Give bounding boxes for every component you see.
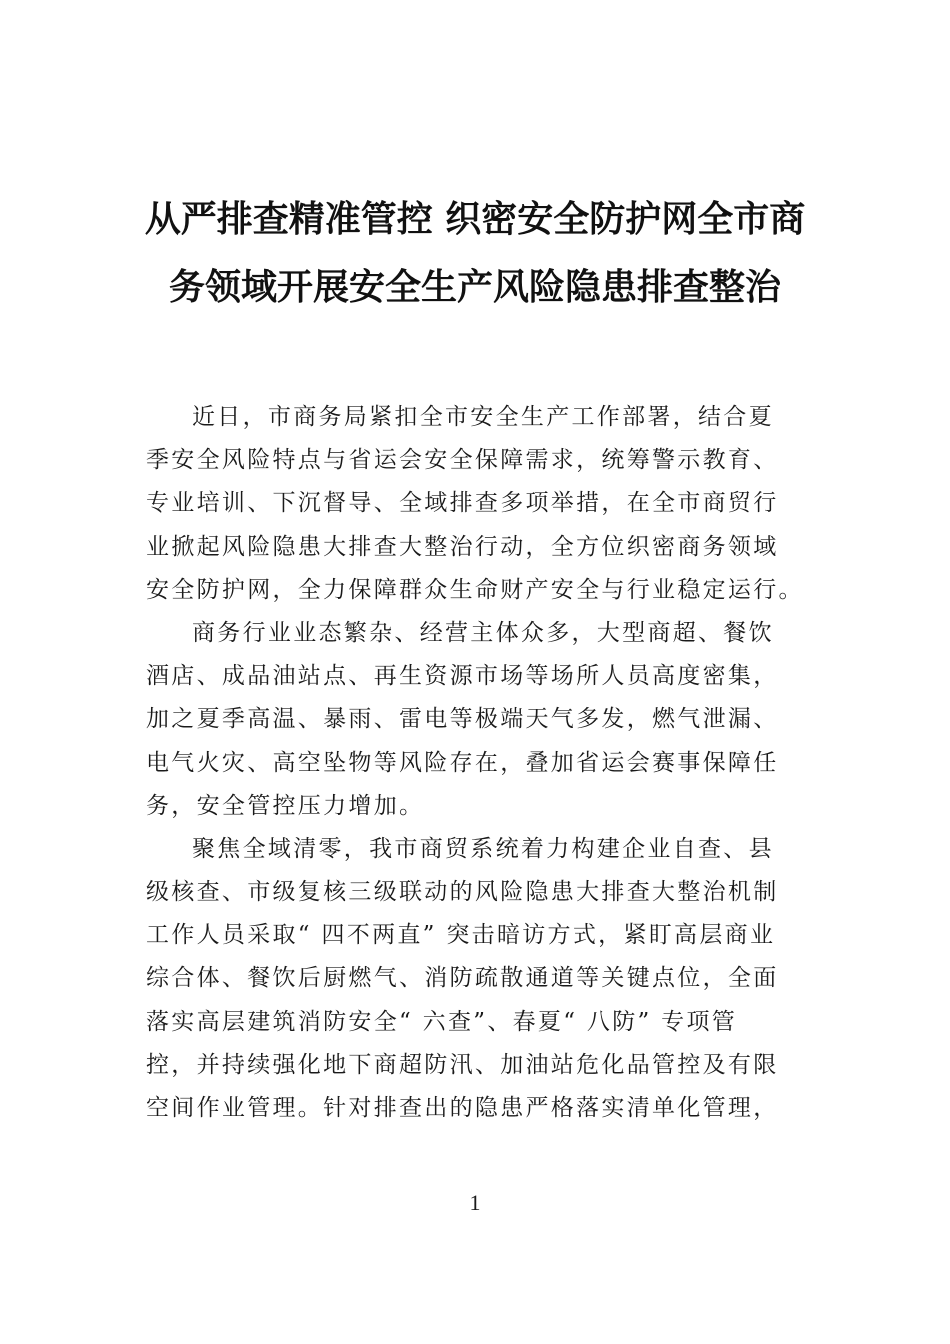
paragraph-1-line: 季安全风险特点与省运会安全保障需求，统筹警示教育、	[146, 447, 779, 474]
document-body	[146, 396, 810, 1130]
paragraph-2-line: 商务行业业态繁杂、经营主体众多，大型商超、餐饮	[192, 619, 774, 646]
paragraph-2-line: 加之夏季高温、暴雨、雷电等极端天气多发，燃气泄漏、	[146, 706, 779, 733]
paragraph-3-line: 级核查、市级复核三级联动的风险隐患大排查大整治机制	[146, 879, 779, 906]
document-title	[120, 186, 830, 322]
page-number: 1	[469, 1190, 481, 1215]
paragraph-2-line: 务，安全管控压力增加。	[146, 792, 425, 819]
title-line: 务领域开展安全生产风险隐患排查整治	[168, 267, 781, 308]
paragraph-1-line: 安全防护网，全力保障群众生命财产安全与行业稳定运行。	[146, 576, 804, 603]
paragraph-3-line: 聚焦全域清零，我市商贸系统着力构建企业自查、县	[192, 835, 774, 862]
paragraph-2-line: 酒店、成品油站点、再生资源市场等场所人员高度密集，	[146, 663, 779, 690]
paragraph-3-line: 空间作业管理。针对排查出的隐患严格落实清单化管理，	[146, 1095, 779, 1121]
paragraph-1-line: 近日，市商务局紧扣全市安全生产工作部署，结合夏	[192, 404, 774, 430]
paragraph-1-line: 业掀起风险隐患大排查大整治行动，全方位织密商务领域	[146, 533, 779, 560]
paragraph-3-line: 综合体、餐饮后厨燃气、消防疏散通道等关键点位，全面	[146, 965, 779, 992]
paragraph-2-line: 电气火灾、高空坠物等风险存在，叠加省运会赛事保障任	[146, 749, 779, 776]
paragraph-3-line: 落实高层建筑消防安全“ 六查”、春夏“ 八防” 专项管	[146, 1008, 738, 1035]
paragraph-1-line: 专业培训、下沉督导、全域排查多项举措，在全市商贸行	[146, 490, 779, 517]
paragraph-3-line: 控，并持续强化地下商超防汛、加油站危化品管控及有限	[146, 1051, 779, 1078]
paragraph-3-line: 工作人员采取“ 四不两直” 突击暗访方式，紧盯高层商业	[146, 922, 776, 949]
title-line: 从严排查精准管控 织密安全防护网全市商	[144, 199, 806, 240]
